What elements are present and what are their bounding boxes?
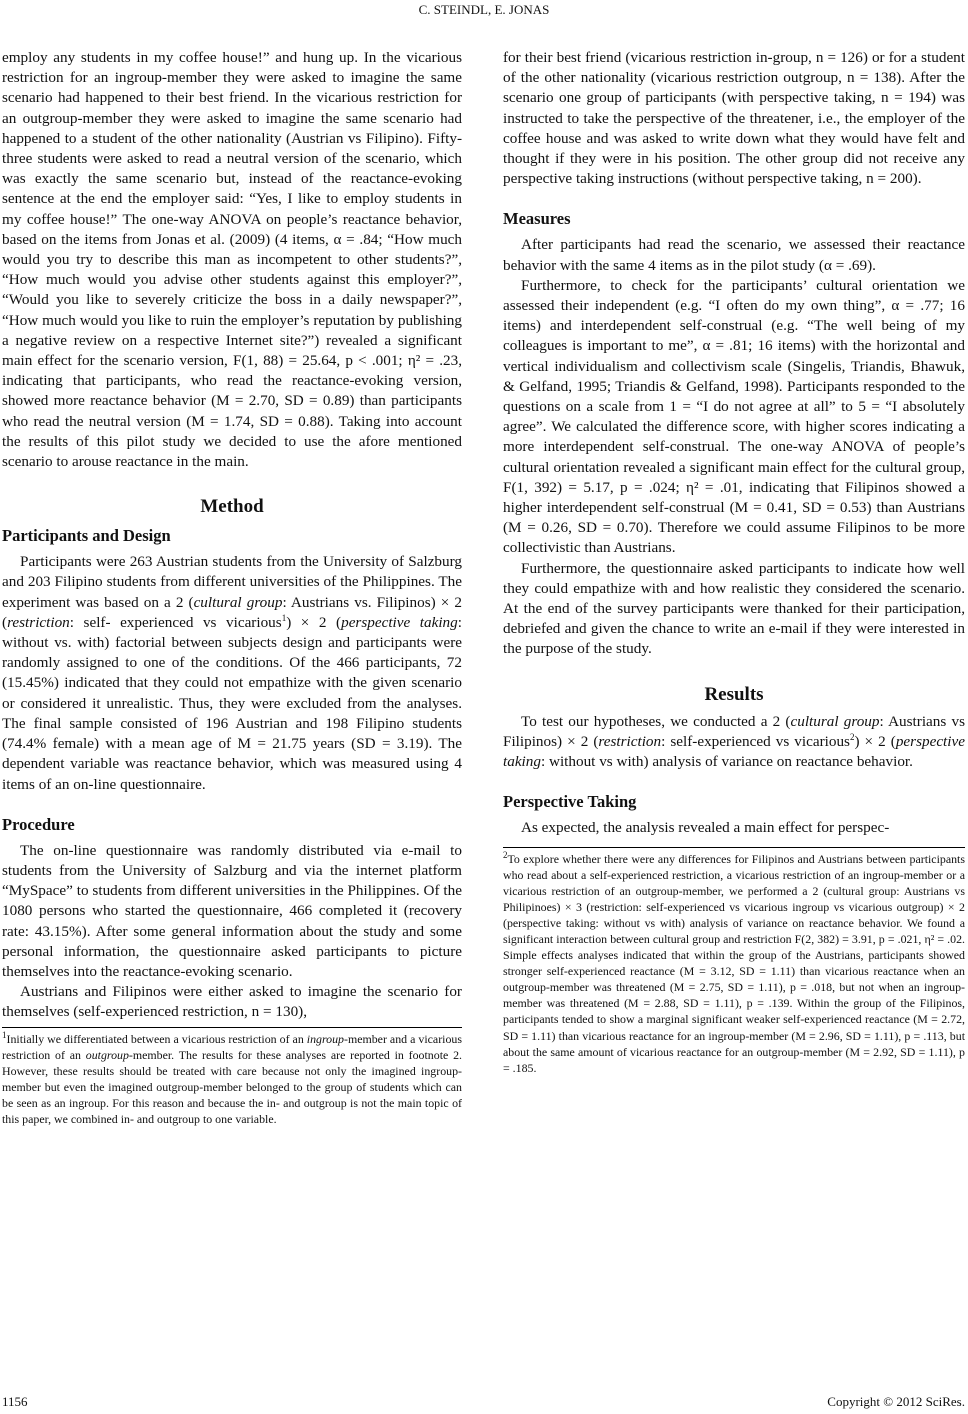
section-heading-results: Results — [704, 683, 764, 705]
footnote-2: $^2$To explore whether there were any differences for Filipinos and Austrians between participants who read about a self-experienced restriction, a vicarious restriction of an ingroup-member or a vicarious restriction of an outgroup-member, we performed a 2 (cultural group: Austrians vs Philipinoes) × 3 (restriction: self-experienced vs vicarious ingroup vs vicarious outgroup) × 2 (perspective taking: without vs with) analysis of variance on reactance behavior. We found a significant interaction between cultural group and restriction F(2, 382) = 3.91, p = .021, η² = .02. Simple effects analyses indicated that within the group of the Austrians, participants showed stronger self-experienced reactance (M = 3.12, SD = 1.11) than vicarious reactance when an outgroup-member was threatened (M = 2.75, SD = 1.11), p = .018, but not when an ingroup-member was threatened (M = 2.88, SD = 1.11), p = .139. Within the group of the Filipinos, participants tended to show a marginal significant weaker self-experienced reactance (M = 2.72, SD = 1.11) than vicarious reactance for an ingroup-member (M = 2.96, SD = 1.11), p = .113, but about the same amount of vicarious reactance for an outgroup-member (M = 2.92, SD = 1.11), p = .185. — [503, 849, 965, 1075]
subsection-heading-measures: Measures — [503, 209, 571, 229]
subsection-heading-perspective-taking: Perspective Taking — [503, 792, 637, 812]
paragraph-measures-3: Furthermore, the questionnaire asked participants to indicate how well they could empathize with and how realistic they considered the scenario. At the end of the survey participants were thanked for their participation, debriefed and given the chance to write an e-mail if they were interested in the purpose of the study. — [503, 559, 965, 658]
paragraph-perspective-taking: As expected, the analysis revealed a main effect for perspec- — [521, 819, 890, 837]
page-number: 1156 — [2, 1394, 28, 1409]
subsection-heading-procedure: Procedure — [2, 814, 75, 834]
paragraph-procedure-1: The on-line questionnaire was randomly distributed via e-mail to students from the University of Salzburg and via the internet platform “MySpace” to students from different universities in the Philippines. Of the 1080 persons who started the questionnaire, 466 completed it (recovery rate: 43.15%). After some general information about the study and some personal information, the questionnaire asked participants to picture themselves into the reactance-evoking scenario. — [2, 841, 462, 980]
page-footer — [0, 1392, 968, 1412]
running-title: C. STEINDL, E. JONAS — [418, 2, 550, 17]
paragraph-procedure-cont: for their best friend (vicarious restriction in-group, n = 126) or for a student of the other nationality (vicarious restriction outgroup, n = 138). After the scenario one group of participants (with perspective taking, n = 194) was instructed to take the perspective of the threatener, i.e., the employer of the coffee house and was asked to write down what they would have felt and thought if they were in his position. The other group did not receive any perspective taking instructions (without perspective taking, n = 200). — [503, 49, 965, 188]
running-header — [0, 0, 968, 22]
footnote-ref-1: 1 — [281, 612, 287, 623]
left-column — [2, 48, 462, 1127]
footnote-1: $^1$Initially we differentiated between a vicarious restriction of an ingroup-member and a vicarious restriction of an outgroup-member. The results for these analyses are reported in footnote 2. However, these results should be treated with care because not only the imagined ingroup-member but even the imagined outgroup-member belonged to the group of students which can be seen as an ingroup. For this reason and because the in- and outgroup is not the main topic of this paper, we combined in- and outgroup to one variable. — [2, 1029, 462, 1126]
subsection-heading-participants: Participants and Design — [2, 526, 171, 546]
paragraph-participants: Participants were 263 Austrian students from the University of Salzburg and 203 Filipino students from different universities of the Philippines. The experiment was based on a 2 (cultural group: Austrians vs. Filipinos) × 2 (restriction: self- experienced vs vicarious$^1$) × 2 (perspective taking: without vs. with) factorial between subjects design and participants were randomly assigned to one of the conditions. Of the 466 participants, 72 (15.45%) indicated that they could not empathize with the given scenario or considered it unrealistic. Thus, they were excluded from the analyses. The final sample consisted of 196 Austrian and 198 Filipino students (74.4% female) with a mean age of M = 21.75 years (SD = 3.19). The dependent variable was reactance behavior, which was measured using 4 items of an on-line questionnaire. — [2, 553, 462, 793]
section-heading-method: Method — [200, 496, 264, 518]
footnote-ref-2: 2 — [849, 731, 855, 742]
right-column — [503, 48, 965, 1076]
paragraph-pilot-study: employ any students in my coffee house!” and hung up. In the vicarious restriction for an ingroup-member they were asked to imagine the same scenario had happened to their best friend. In the vicarious restriction for an outgroup-member they were asked to imagine the same scenario had happened to a student of the other nationality (Austrian vs Filipino). Fifty-three students were asked to read a neutral version of the scenario, which was exactly the same scenario but, instead of the reactance-evoking sentence at the end the employer said: “Yes, I like to employ students in my coffee house!” The one-way ANOVA on people’s reactance behavior, based on the items from Jonas et al. (2009) (4 items, α = .84; “How much would you try to describe this man as incompetent to other students?”, “How much would you advise other students against this employer?”, “Would you like to severely criticize the boss in a daily newspaper?”, “How much would you like to ruin the employer’s reputation by publishing a negative review on a respective Internet site?”) revealed a significant main effect for the scenario version, F(1, 88) = 25.64, p < .001; η² = .23, indicating that participants, who read the reactance-evoking version, showed more reactance behavior (M = 2.70, SD = 0.89) than participants who read the neutral version (M = 1.74, SD = 0.88). Taking into account the results of this pilot study we decided to use the afore mentioned scenario to arouse reactance in the main. — [2, 49, 462, 471]
paragraph-measures-1: After participants had read the scenario, we assessed their reactance behavior with the same 4 items as in the pilot study (α = .69). — [503, 236, 965, 274]
paragraph-results: To test our hypotheses, we conducted a 2 (cultural group: Austrians vs Filipinos) × 2 (restriction: self-experienced vs vicarious$^2$) × 2 (perspective taking: without vs with) analysis of variance on reactance behavior. — [503, 712, 965, 771]
paragraph-procedure-2: Austrians and Filipinos were either asked to imagine the scenario for themselves (self-experienced restriction, n = 130), — [2, 983, 462, 1021]
paragraph-measures-2: Furthermore, to check for the participants’ cultural orientation we assessed their independent (e.g. “I often do my own thing”, α = .77; 16 items) and interdependent self-construal (e.g. “The well being of my colleagues is important to me”, α = .81; 16 items) with the horizontal and vertical individualism and collectivism scale (Singelis, Triandis, Bhawuk, & Gelfand, 1995; Triandis & Gelfand, 1998). Participants responded to the questions on a scale from 1 = “I do not agree at all” to 5 = “I absolutely agree”. We calculated the difference score, with higher scores indicating a more interdependent self-construal. The one-way ANOVA of people’s cultural orientation revealed a significant main effect for the cultural group, F(1, 392) = 5.17, p = .024; η² = .01, indicating that Filipinos showed a higher interdependent self-construal (M = 0.41, SD = 0.53) than Austrians (M = 0.26, SD = 0.70). Therefore we could assume Filipinos to be more collectivistic than Austrians. — [503, 276, 965, 557]
copyright-notice: Copyright © 2012 SciRes. — [827, 1394, 965, 1409]
